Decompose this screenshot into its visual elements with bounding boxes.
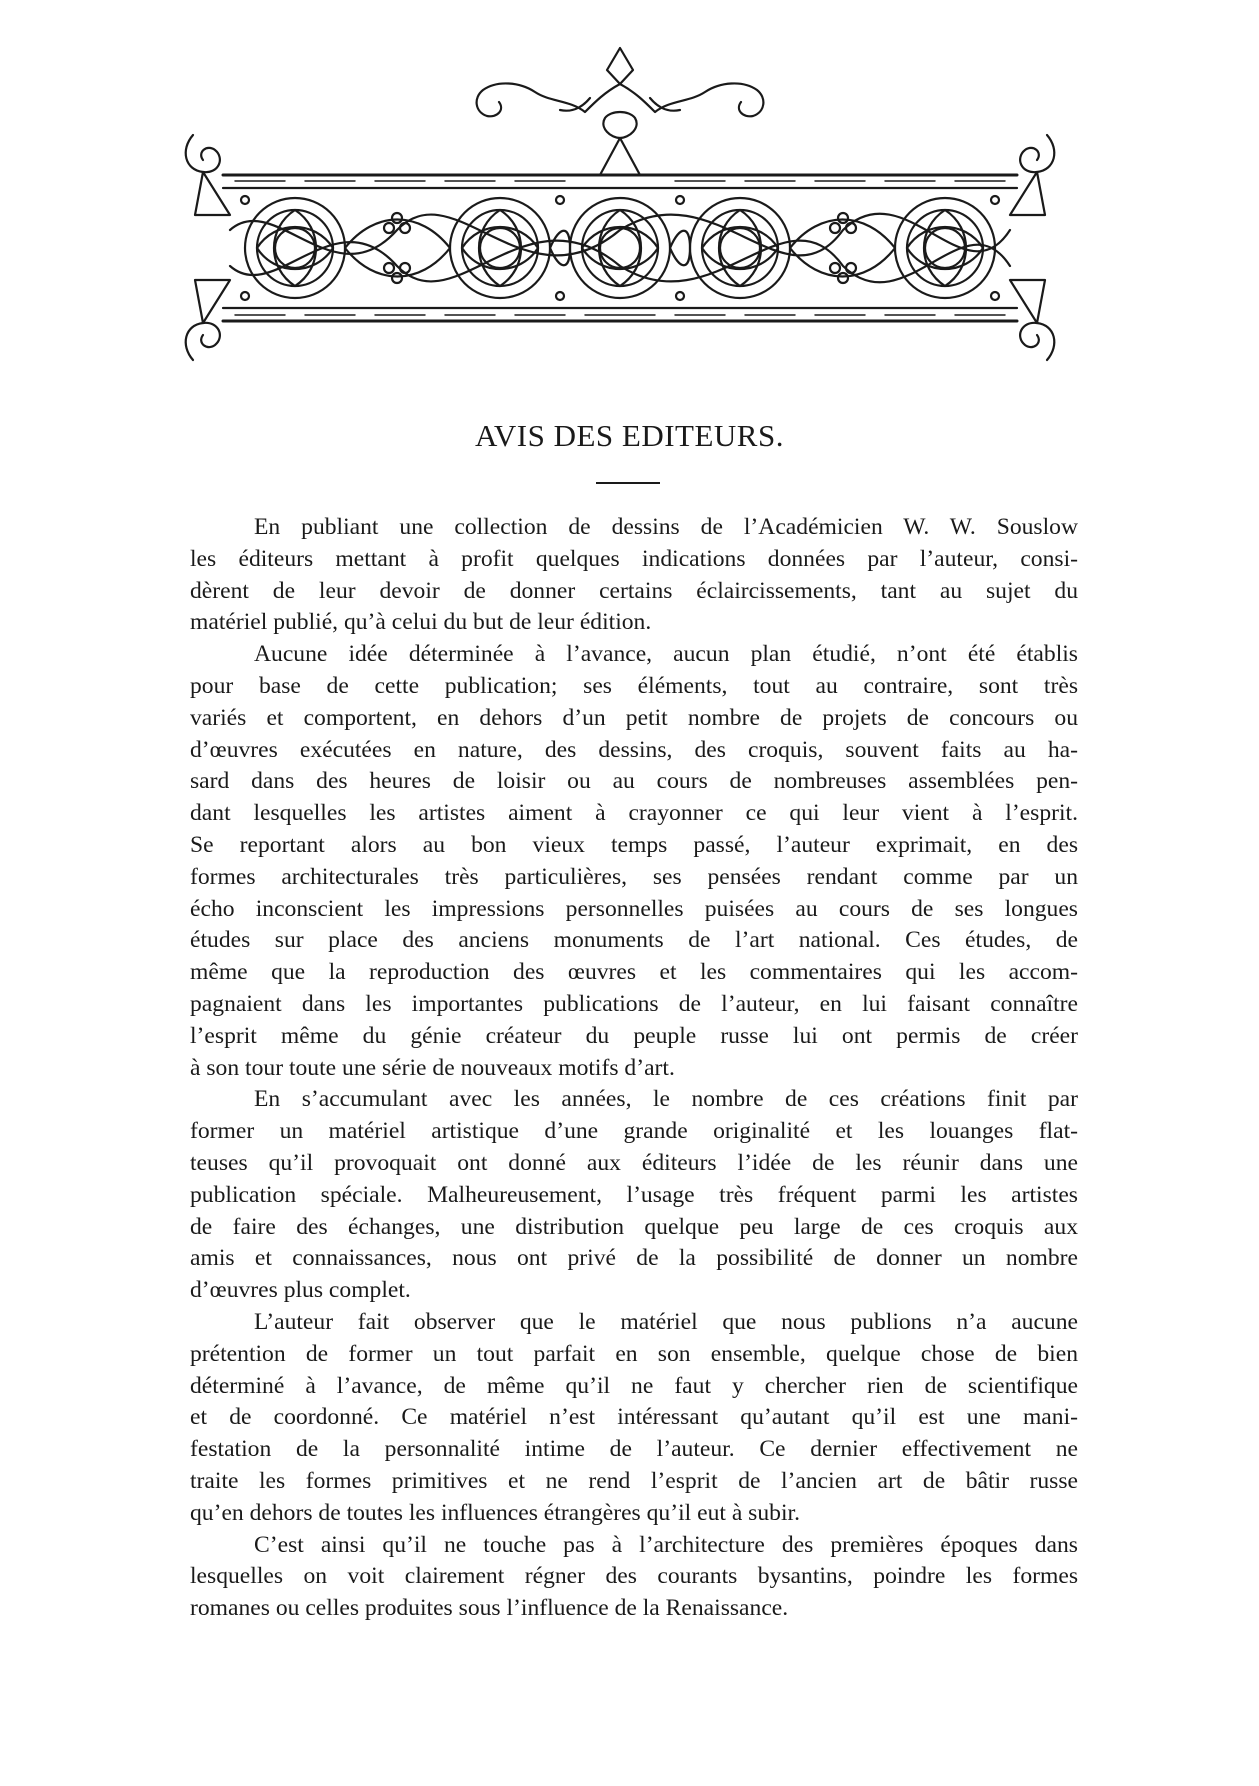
text-line: d’œuvres plus complet.: [190, 1277, 411, 1304]
text-line: formes architecturales très particulières, ses pensées rendant comme par un: [190, 863, 1078, 890]
title-divider: [596, 482, 660, 484]
page-title: AVIS DES EDITEURS.: [475, 418, 784, 453]
text-line: traite les formes primitives et ne rend l’esprit de l’ancien art de bâtir russe: [190, 1467, 1078, 1494]
text-line: dant lesquelles les artistes aiment à crayonner ce qui leur vient à l’esprit.: [190, 800, 1078, 827]
text-line: pagnaient dans les importantes publications de l’auteur, en lui faisant connaître: [190, 990, 1078, 1017]
text-line: matériel publié, qu’à celui du but de leur édition.: [190, 609, 652, 636]
text-line: prétention de former un tout parfait en son ensemble, quelque chose de bien: [190, 1340, 1078, 1367]
paragraph: [190, 512, 1078, 639]
text-line: écho inconscient les impressions personnelles puisées au cours de ses longues: [190, 895, 1078, 922]
text-line: festation de la personnalité intime de l’auteur. Ce dernier effectivement ne: [190, 1436, 1078, 1463]
text-line: à son tour toute une série de nouveaux motifs d’art.: [190, 1054, 675, 1081]
text-line: même que la reproduction des œuvres et les commentaires qui les accom-: [190, 959, 1078, 986]
text-line: études sur place des anciens monuments de l’art national. Ces études, de: [190, 927, 1078, 954]
text-line: teuses qu’il provoquait ont donné aux éditeurs l’idée de les réunir dans une: [190, 1149, 1078, 1176]
paragraph: [190, 1530, 1078, 1625]
text-line: et de coordonné. Ce matériel n’est intéressant qu’autant qu’il est une mani-: [190, 1404, 1078, 1431]
body-text: [190, 512, 1078, 1625]
text-line: d’œuvres exécutées en nature, des dessins, des croquis, souvent faits au ha-: [190, 736, 1078, 763]
text-line: publication spéciale. Malheureusement, l’usage très fréquent parmi les artistes: [190, 1181, 1078, 1208]
text-line: C’est ainsi qu’il ne touche pas à l’architecture des premières époques dans: [254, 1531, 1078, 1558]
text-line: qu’en dehors de toutes les influences étrangères qu’il eut à subir.: [190, 1499, 800, 1526]
paragraph: [190, 639, 1078, 1084]
text-line: former un matériel artistique d’une grande originalité et les louanges flat-: [190, 1118, 1078, 1145]
text-line: l’esprit même du génie créateur du peuple russe lui ont permis de créer: [190, 1022, 1078, 1049]
text-line: Se reportant alors au bon vieux temps passé, l’auteur exprimait, en des: [190, 831, 1078, 858]
text-line: de faire des échanges, une distribution quelque peu large de ces croquis aux: [190, 1213, 1078, 1240]
text-line: amis et connaissances, nous ont privé de la possibilité de donner un nombre: [190, 1245, 1078, 1272]
text-line: pour base de cette publication; ses éléments, tout au contraire, sont très: [190, 672, 1078, 699]
text-line: En publiant une collection de dessins de l’Académicien W. W. Souslow: [254, 514, 1078, 540]
celtic-knot-ornament-icon: [175, 40, 1065, 380]
text-line: Aucune idée déterminée à l’avance, aucun plan étudié, n’ont été établis: [254, 641, 1078, 668]
text-line: L’auteur fait observer que le matériel que nous publions n’a aucune: [254, 1308, 1078, 1335]
text-line: déterminé à l’avance, de même qu’il ne faut y chercher rien de scientifique: [190, 1372, 1078, 1399]
text-line: variés et comportent, en dehors d’un petit nombre de projets de concours ou: [190, 704, 1078, 731]
paragraph: [190, 1307, 1078, 1530]
paragraph: [190, 1084, 1078, 1307]
text-line: lesquelles on voit clairement régner des courants bysantins, poindre les formes: [190, 1563, 1078, 1590]
text-line: les éditeurs mettant à profit quelques indications données par l’auteur, consi-: [190, 545, 1078, 572]
text-line: dèrent de leur devoir de donner certains éclaircissements, tant au sujet du: [190, 577, 1078, 604]
text-line: sard dans des heures de loisir ou au cours de nombreuses assemblées pen-: [190, 768, 1078, 795]
text-line: romanes ou celles produites sous l’influence de la Renaissance.: [190, 1595, 789, 1622]
text-line: En s’accumulant avec les années, le nombre de ces créations finit par: [254, 1086, 1078, 1113]
